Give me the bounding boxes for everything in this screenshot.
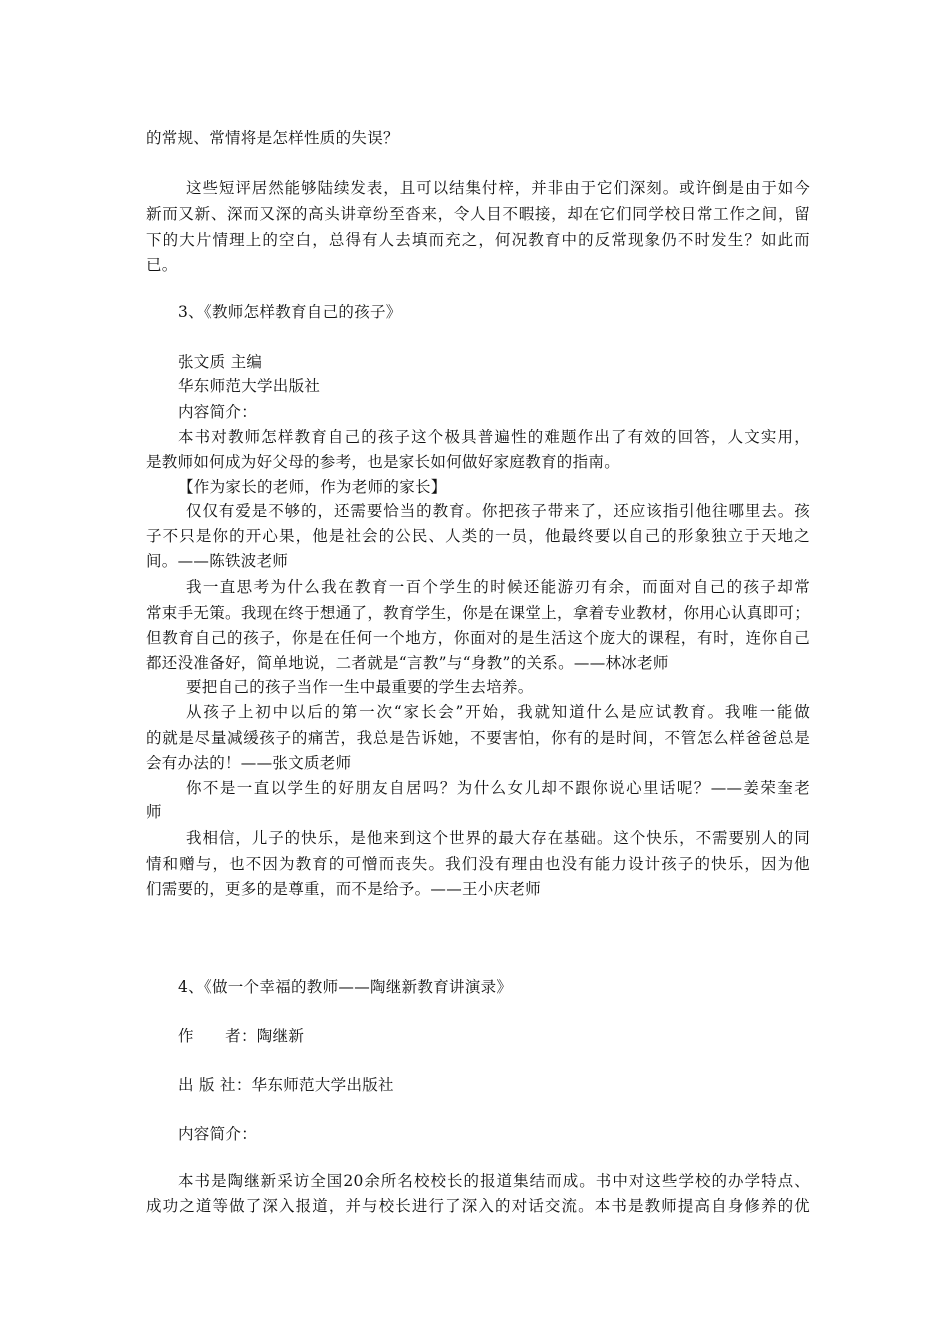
paragraph-line: 这些短评居然能够陆续发表，且可以结集付梓，并非由于它们深刻。或许倒是由于如今 [186, 179, 810, 197]
paragraph-line: 是教师如何成为好父母的参考，也是家长如何做好家庭教育的指南。 [146, 453, 621, 471]
section-heading: 4、《做一个幸福的教师——陶继新教育讲演录》 [178, 978, 513, 996]
publisher-line: 出 版 社：华东师范大学出版社 [178, 1076, 394, 1094]
paragraph-line: 成功之道等做了深入报道，并与校长进行了深入的对话交流。本书是教师提高自身修养的优 [146, 1197, 810, 1215]
paragraph-line: 会有办法的！——张文质老师 [146, 754, 352, 772]
author-line: 作 者：陶继新 [178, 1027, 305, 1045]
paragraph-line: 已。 [146, 256, 178, 274]
paragraph-line: 间。——陈铁波老师 [146, 552, 289, 570]
section-heading: 3、《教师怎样教育自己的孩子》 [178, 303, 402, 321]
summary-label: 内容简介： [178, 403, 258, 421]
paragraph-line: 情和赠与，也不因为教育的可憎而丧失。我们没有理由也没有能力设计孩子的快乐，因为他 [146, 855, 810, 873]
editor-line: 张文质 主编 [178, 353, 263, 371]
summary-label: 内容简介： [178, 1125, 258, 1143]
paragraph-line: 我相信，儿子的快乐，是他来到这个世界的最大存在基础。这个快乐，不需要别人的同 [186, 829, 810, 847]
paragraph-line: 的就是尽量减缓孩子的痛苦，我总是告诉她，不要害怕，你有的是时间，不管怎么样爸爸总是 [146, 729, 810, 747]
paragraph-line: 下的大片情理上的空白，总得有人去填而充之，何况教育中的反常现象仍不时发生？如此而 [146, 231, 810, 249]
paragraph-line: 都还没准备好，简单地说，二者就是“言教”与“身教”的关系。——林冰老师 [146, 654, 669, 672]
paragraph-line: 的常规、常情将是怎样性质的失误？ [146, 129, 399, 147]
paragraph-line: 常束手无策。我现在终于想通了，教育学生，你是在课堂上，拿着专业教材，你用心认真即可； [146, 604, 810, 622]
paragraph-line: 仅仅有爱是不够的，还需要恰当的教育。你把孩子带来了，还应该指引他往哪里去。孩 [186, 502, 810, 520]
publisher-line: 华东师范大学出版社 [178, 377, 321, 395]
subheading: 【作为家长的老师，作为老师的家长】 [178, 478, 447, 496]
paragraph-line: 要把自己的孩子当作一生中最重要的学生去培养。 [186, 678, 534, 696]
paragraph-line: 本书对教师怎样教育自己的孩子这个极具普遍性的难题作出了有效的回答，人文实用， [178, 428, 810, 446]
paragraph-line: 我一直思考为什么我在教育一百个学生的时候还能游刃有余，而面对自己的孩子却常 [186, 578, 810, 596]
paragraph-line: 们需要的，更多的是尊重，而不是给予。——王小庆老师 [146, 880, 542, 898]
paragraph-line: 师 [146, 803, 162, 821]
paragraph-line: 新而又新、深而又深的高头讲章纷至沓来，令人目不暇接，却在它们同学校日常工作之间，留 [146, 205, 810, 223]
paragraph-line: 但教育自己的孩子，你是在任何一个地方，你面对的是生活这个庞大的课程，有时，连你自己 [146, 629, 810, 647]
paragraph-line: 子不只是你的开心果，他是社会的公民、人类的一员，他最终要以自己的形象独立于天地之 [146, 527, 810, 545]
paragraph-line: 本书是陶继新采访全国20余所名校校长的报道集结而成。书中对这些学校的办学特点、 [178, 1172, 810, 1190]
paragraph-line: 你不是一直以学生的好朋友自居吗？为什么女儿却不跟你说心里话呢？——姜荣奎老 [186, 779, 810, 797]
paragraph-line: 从孩子上初中以后的第一次“家长会”开始，我就知道什么是应试教育。我唯一能做 [186, 703, 810, 721]
